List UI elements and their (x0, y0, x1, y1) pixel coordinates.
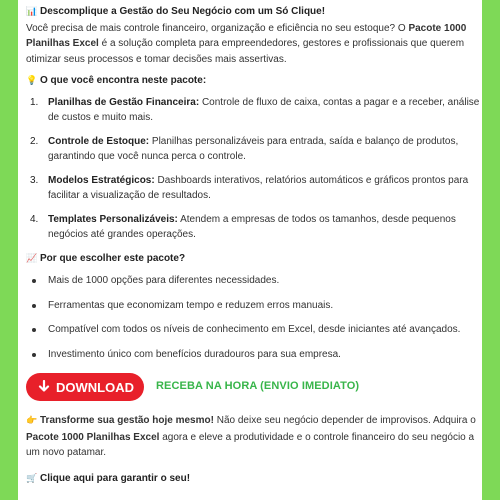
cta-text: agora e eleve a produtividade e o controle financeiro do seu negócio a (159, 431, 475, 443)
shopping-cart-icon: 🛒 (26, 473, 38, 484)
bullet-text: Mais de 1000 opções para diferentes necessidades. (48, 275, 280, 286)
bullet-icon (32, 304, 36, 308)
bullet-text: Ferramentas que economizam tempo e reduzem erros manuais. (48, 299, 334, 311)
item-text: Dashboards interativos, relatórios automáticos e gráficos prontos para (154, 174, 469, 186)
list-item (26, 212, 474, 243)
product-name: Pacote 1000 Planilhas Excel (26, 431, 160, 443)
cta-text: um novo patamar. (26, 447, 107, 458)
bullet-item (26, 273, 474, 289)
contents-section-title (26, 73, 474, 90)
bar-chart-icon: 📊 (26, 7, 38, 17)
list-number: 1. (30, 96, 39, 108)
item-heading: Templates Personalizáveis: (48, 213, 178, 225)
download-row (26, 371, 474, 403)
bullet-text: Compatível com todos os níveis de conhecimento em Excel, desde iniciantes até avançados. (48, 324, 461, 335)
bullet-icon (32, 279, 36, 283)
contents-list (26, 95, 480, 243)
item-heading: Planilhas de Gestão Financeira: (48, 96, 200, 108)
bullet-item (26, 347, 474, 363)
bullet-icon (32, 353, 36, 357)
product-name: Planilhas Excel (26, 38, 99, 49)
header-title: Descomplique a Gestão do Seu Negócio com um Só Clique! (40, 6, 326, 17)
download-button[interactable] (26, 373, 144, 401)
bullet-text: Investimento único com benefícios duradouros para sua empresa. (48, 348, 341, 360)
section-title-text: Por que escolher este pacote? (40, 252, 186, 264)
item-text: de custos e muito mais. (48, 112, 154, 123)
download-arrow-icon (38, 380, 50, 395)
list-number: 2. (30, 135, 39, 147)
purchase-link[interactable] (26, 471, 474, 488)
item-text: negócios até grandes operações. (48, 229, 196, 240)
list-item (26, 134, 474, 165)
list-number: 3. (30, 174, 39, 186)
intro-text: otimizar seus processos e tomar decisões mais assertivas. (26, 53, 287, 65)
why-list (26, 273, 474, 362)
section-title-text: O que você encontra neste pacote: (40, 75, 207, 86)
instant-delivery-note: RECEBA NA HORA (ENVIO IMEDIATO) (156, 380, 360, 393)
intro-text: Você precisa de mais controle financeiro, organização e eficiência no seu estoque? O (26, 22, 409, 34)
intro-text: é a solução completa para empreendedores, gestores e profissionais que querem (98, 38, 465, 49)
list-number: 4. (30, 213, 39, 225)
item-heading: Modelos Estratégicos: (48, 174, 155, 186)
trending-chart-icon: 📈 (26, 253, 38, 264)
item-text: Planilhas personalizáveis para entrada, saída e balanço de produtos, (149, 135, 459, 147)
item-text: Controle de fluxo de caixa, contas a pagar e a receber, análise (199, 96, 480, 108)
product-description-card (18, 0, 482, 500)
header-title-row (26, 4, 474, 21)
download-button-label: DOWNLOAD (56, 379, 134, 395)
cta-text: Não deixe seu negócio depender de improvisos. Adquira o (213, 415, 476, 426)
item-text: garantindo que você nunca perca o controle. (48, 151, 246, 162)
why-section-title (26, 251, 474, 268)
bullet-item (26, 298, 474, 314)
item-heading: Controle de Estoque: (48, 135, 150, 147)
item-text: facilitar a visualização de resultados. (48, 190, 211, 201)
item-text: Atendem a empresas de todos os tamanhos, desde pequenos (177, 213, 456, 225)
purchase-link-text[interactable]: Clique aqui para garantir o seu! (40, 472, 191, 484)
product-name: Pacote 1000 (408, 22, 467, 34)
pointing-hand-icon: 👉 (26, 416, 38, 426)
lightbulb-icon: 💡 (26, 76, 38, 86)
intro-paragraph (26, 21, 474, 68)
list-item (26, 95, 480, 126)
bullet-item (26, 322, 474, 338)
cta-paragraph (26, 413, 474, 461)
cta-heading: Transforme sua gestão hoje mesmo! (40, 415, 214, 426)
list-item (26, 173, 474, 204)
bullet-icon (32, 328, 36, 332)
